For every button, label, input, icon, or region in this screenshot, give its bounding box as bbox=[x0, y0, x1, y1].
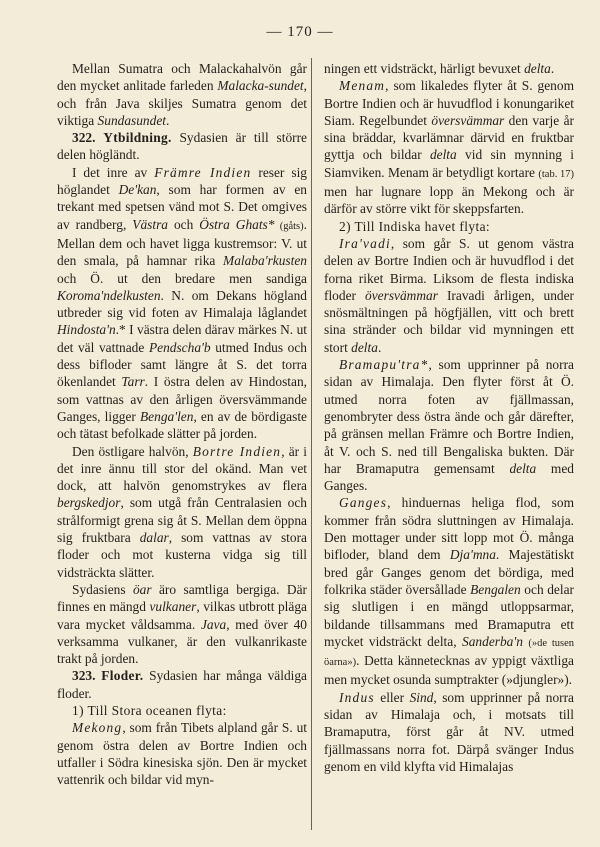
column-divider bbox=[311, 58, 312, 830]
section-322: 322. Ytbildning. Sydasien är till större delen högländt. bbox=[57, 130, 308, 163]
left-column bbox=[57, 60, 307, 788]
paragraph: Menam, som likaledes flyter åt S. genom Bortre Indien och är huvudflod i konungariket Siam. Regelbundet översvämmar den varje år sina bräddar, kvarlämnar därvid en fruktbar gyttja och bildar delta vid sin mynning i Siamviken. Menam är betydligt kortare (tab. 17) men har lugnare lopp än Mekong och är därför av större vikt för skeppsfarten. bbox=[324, 78, 574, 217]
paragraph: Sydasiens öar äro samtliga bergiga. Där finnes en mängd vulkaner, vilkas utbrott pläga vara mycket våldsamma. Java, med över 40 verksamma vulkaner, är den vulkanrikaste trakt på jorden. bbox=[57, 581, 307, 667]
subheading: 1) Till Stora oceanen flyta: bbox=[72, 702, 227, 718]
section-323: 323. Floder. Sydasien har många väldiga floder. bbox=[57, 668, 307, 701]
paragraph: ningen ett vidsträckt, härligt bevuxet delta. bbox=[324, 61, 555, 76]
subheading: 2) Till Indiska havet flyta: bbox=[339, 218, 491, 234]
paragraph: Ganges, hinduernas heliga flod, som kommer från södra sluttningen av Himalaja. Den mottager under sitt lopp mot Ö. många bifloder, bland dem Dja'mna. Majestätiskt bred går Ganges genom det bördiga, med folkrika städer översållade Bengalen och delar sig slutligen i en mängd utloppsarmar, bildande tillsammans med Bramaputra ett mycket vidsträckt delta, Sanderba'n (»de tusen öarna»). Detta kännetecknas av yppigt växtliga men mycket osunda sumptrakter (»djungler»). bbox=[324, 495, 575, 688]
right-column bbox=[324, 60, 574, 775]
paragraph: Bramapu'tra*, som upprinner på norra sidan av Himalaja. Den flyter först åt Ö. utmed norra foten av fjällmassan, genombryter dess östra ände och går därefter, på gränsen mellan Främre och Bortre Indien, åt V. och S. ned till Bengaliska bukten. Där har Bramaputra gemensamt delta med Ganges. bbox=[324, 357, 574, 494]
paragraph: Den östligare halvön, Bortre Indien, är i det inre ännu till stor del okänd. Man vet dock, att halvön genomstrykes av flera bergskedjor, som utgå från Centralasien och strålformigt grena sig åt S. Mellan dem öppna sig fruktbara dalar, som vattnas av stora floder och mot kusterna vidga sig till vidsträckta slätter. bbox=[57, 443, 307, 580]
section-title: Floder. bbox=[101, 668, 144, 684]
paragraph: Indus eller Sind, som upprinner på norra sidan av Himalaja och, i motsats till Bramaputra, först går åt NV. utmed fjällmassans norra fot. Därpå svänger Indus genom en vild klyfta vid Himalajas bbox=[324, 689, 574, 774]
paragraph: Mekong, som från Tibets alpland går S. ut genom östra delen av Bortre Indien och utfaller i Södra kinesiska sjön. Den är mycket vattenrik och bildar vid myn- bbox=[57, 720, 307, 788]
paragraph: Ira'vadi, som går S. ut genom västra delen av Bortre Indien och är huvudflod i det forna riket Birma. Liksom de flesta indiska floder översvämmar Iravadi årligen, under snösmältningen på högfjällen, vitt och brett sina stränder och bildar vid mynningen ett stort delta. bbox=[324, 235, 574, 355]
section-number: 322. bbox=[72, 130, 96, 146]
section-title: Ytbildning. bbox=[103, 130, 172, 146]
page-number: — 170 — bbox=[266, 24, 334, 40]
section-number: 323. bbox=[72, 668, 96, 684]
paragraph: Mellan Sumatra och Malackahalvön går den mycket anlitade farleden Malacka-sundet, och från Java skiljes Sumatra genom det viktiga Sundasundet. bbox=[57, 61, 307, 128]
paragraph: I det inre av Främre Indien reser sig höglandet De'kan, som har formen av en trekant med spetsen vänd mot S. Det omgives av randberg, Västra och Östra Ghats* (gåts). Mellan dem och havet ligga kustremsor: V. ut den smala, på hamnar rika Malaba'rkusten och Ö. ut den bredare men sandiga Koroma'ndelkusten. N. om Dekans högland utbreder sig vid foten av Himalaja låglandet Hindosta'n.* I västra delen därav märkes N. ut det väl vattnade Pendscha'b utmed Indus och dess bifloder samt längre åt S. det torra ökenlandet Tarr. I östra delen av Hindostan, som vattnas av den årligen översvämmande Ganges, ligger Benga'len, en av de bördigaste och tätast befolkade slätter på jorden. bbox=[57, 164, 308, 442]
